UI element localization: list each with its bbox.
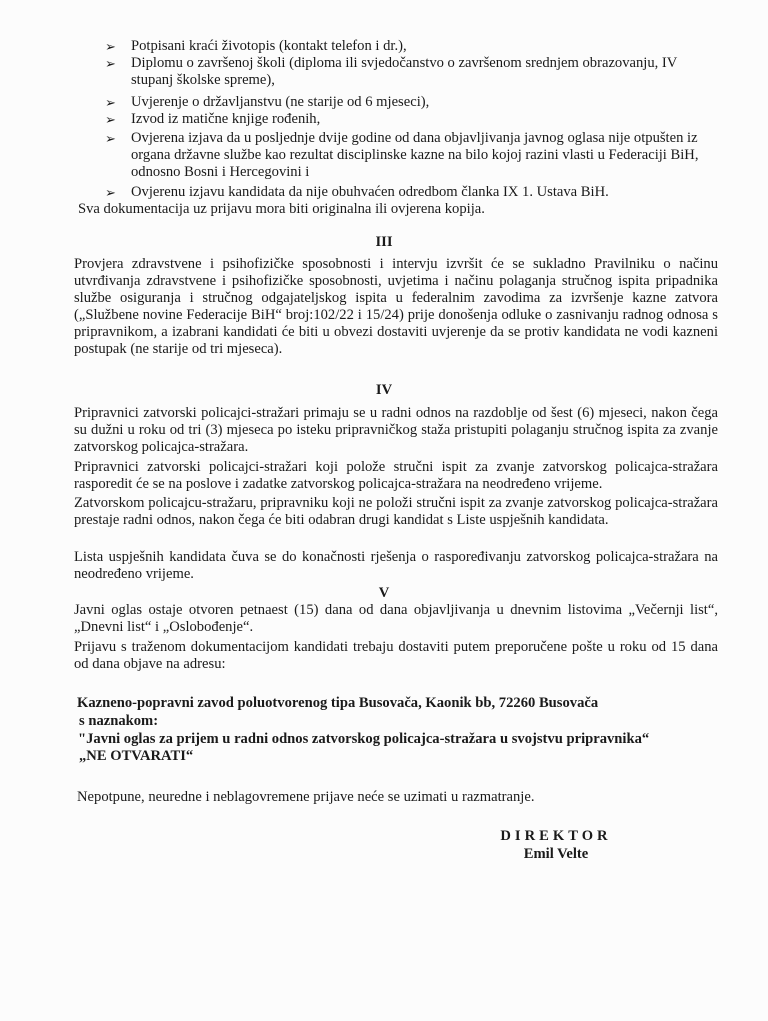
documentation-note: Sva dokumentacija uz prijavu mora biti originalna ili ovjerena kopija.	[78, 201, 485, 217]
list-item	[103, 184, 703, 201]
signature-name: Emil Velte	[523, 846, 589, 862]
arrow-bullet-icon: ➢	[105, 185, 116, 200]
list-item-text: Potpisani kraći životopis (kontakt telefon i dr.),	[131, 38, 407, 54]
section-iv-paragraph-1: Pripravnici zatvorski policajci-stražari primaju se u radni odnos na razdoblje od šest (6) mjeseci, nakon čega su dužni u roku od tri (3) mjeseca po isteku pripravničkog staža pristupiti polaganju stručnog ispita za zvanje zatvorskog policajca-stražara.	[74, 405, 718, 455]
arrow-bullet-icon: ➢	[105, 56, 116, 71]
section-heading-v: V	[378, 585, 390, 601]
section-v-paragraph-2: Prijavu s traženom dokumentacijom kandidati trebaju dostaviti putem preporučene pošte u roku od 15 dana od dana objave na adresu:	[74, 639, 718, 672]
section-iii-paragraph: Provjera zdravstvene i psihofizičke sposobnosti i intervju izvršit će se sukladno Pravilniku o načinu utvrđivanja zdravstvene i psihofizičke sposobnosti, uvjetima i načinu polaganja stručnog ispita pripadnika službe osiguranja i stručnog odgajateljskog ispita u federalnim zavodima za izvršenje kazne zatvora („Službene novine Federacije BiH“ broj:102/22 i 15/24) prije donošenja odluke o zasnivanju radnog odnosa s pripravnikom, a izabrani kandidati će biti u obvezi dostaviti uvjerenje da se protiv kandidata ne vodi kazneni postupak (ne starije od tri mjeseca).	[74, 256, 718, 357]
list-item-text: Ovjerenu izjavu kandidata da nije obuhvaćen odredbom članka IX 1. Ustava BiH.	[131, 184, 609, 200]
required-documents-list	[103, 38, 703, 201]
list-item-text: Diplomu o završenoj školi (diploma ili svjedočanstvo o završenom srednjem obrazovanju, IV stupanj školske spreme),	[131, 55, 678, 88]
section-heading-iii: III	[375, 234, 393, 250]
do-not-open-note: „NE OTVARATI“	[79, 748, 194, 764]
section-iv-paragraph-4: Lista uspješnih kandidata čuva se do konačnosti rješenja o raspoređivanju zatvorskog policajca-stražara na neodređeno vrijeme.	[74, 549, 718, 582]
list-item	[103, 55, 703, 89]
list-item	[103, 38, 703, 55]
arrow-bullet-icon: ➢	[105, 112, 116, 127]
arrow-bullet-icon: ➢	[105, 131, 116, 146]
list-item	[103, 94, 703, 111]
signature-title: DIREKTOR	[500, 828, 612, 844]
arrow-bullet-icon: ➢	[105, 39, 116, 54]
section-heading-iv: IV	[375, 382, 393, 398]
closing-statement: Nepotpune, neuredne i neblagovremene prijave neće se uzimati u razmatranje.	[77, 789, 535, 805]
section-iv-paragraph-3: Zatvorskom policajcu-stražaru, pripravniku koji ne položi stručni ispit za zvanje zatvorskog policajca-stražara prestaje radni odnos, nakon čega će biti odabran drugi kandidat s Liste uspješnih kandidata.	[74, 495, 718, 528]
section-v-paragraph-1: Javni oglas ostaje otvoren petnaest (15) dana od dana objavljivanja u dnevnim listovima „Večernji list“, „Dnevni list“ i „Oslobođenje“.	[74, 602, 718, 635]
section-iv-paragraph-2: Pripravnici zatvorski policajci-stražari koji polože stručni ispit za zvanje zatvorskog policajca-stražara rasporedit će se na poslove i zadatke zatvorskog policajca-stražara na neodređeno vrijeme.	[74, 459, 718, 492]
list-item	[103, 130, 703, 181]
list-item-text: Ovjerena izjava da u posljednje dvije godine od dana objavljivanja javnog oglasa nije otpušten iz organa državne službe kao rezultat disciplinske kazne na bilo kojoj razini vlasti u Federaciji BiH, odnosno Bosni i Hercegovini i	[131, 130, 699, 180]
address-note-label: s naznakom:	[79, 713, 159, 729]
list-item-text: Uvjerenje o državljanstvu (ne starije od 6 mjeseci),	[131, 94, 430, 110]
list-item-text: Izvod iz matične knjige rođenih,	[131, 111, 321, 127]
arrow-bullet-icon: ➢	[105, 95, 116, 110]
address-line: Kazneno-popravni zavod poluotvorenog tipa Busovača, Kaonik bb, 72260 Busovača	[77, 695, 599, 711]
list-item	[103, 111, 703, 128]
envelope-subject: "Javni oglas za prijem u radni odnos zatvorskog policajca-stražara u svojstvu pripravnika“	[78, 731, 650, 747]
